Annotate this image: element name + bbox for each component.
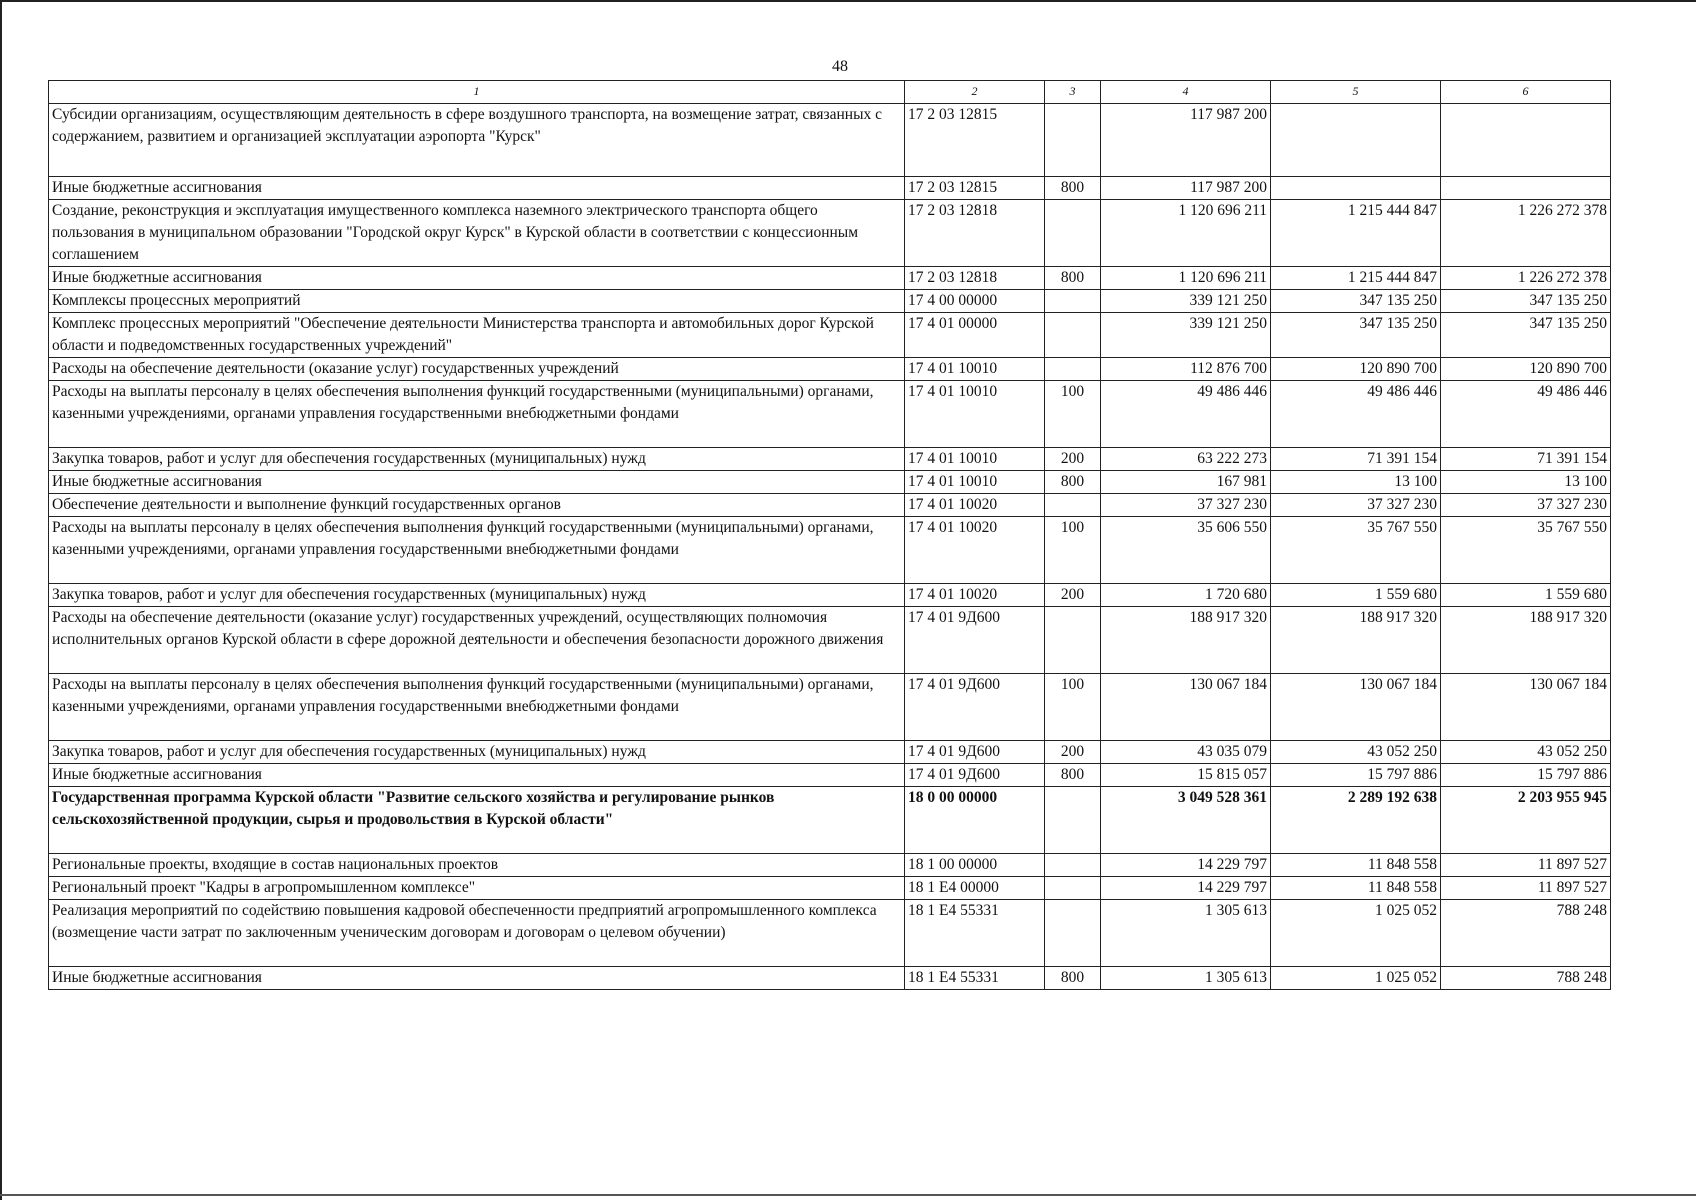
- row-value-col4: 1 305 613: [1101, 900, 1271, 967]
- row-expense-type: [1045, 358, 1101, 381]
- row-value-col5: 37 327 230: [1271, 494, 1441, 517]
- row-description: Закупка товаров, работ и услуг для обеспечения государственных (муниципальных) нужд: [49, 741, 905, 764]
- row-value-col6: 43 052 250: [1441, 741, 1611, 764]
- row-value-col6: 130 067 184: [1441, 674, 1611, 741]
- row-value-col5: 120 890 700: [1271, 358, 1441, 381]
- row-description: Реализация мероприятий по содействию повышения кадровой обеспеченности предприятий агропромышленного комплекса (возмещение части затрат по заключенным ученическим договорам и договорам о целевом обучении): [49, 900, 905, 967]
- row-code: 17 4 00 00000: [905, 290, 1045, 313]
- row-value-col4: 117 987 200: [1101, 177, 1271, 200]
- column-header-1: 1: [49, 81, 905, 104]
- row-value-col6: 788 248: [1441, 967, 1611, 990]
- row-value-col4: 3 049 528 361: [1101, 787, 1271, 854]
- row-description: Создание, реконструкция и эксплуатация имущественного комплекса наземного электрического транспорта общего пользования в муниципальном образовании "Городской округ Курск" в Курской области в соответствии с концессионным соглашением: [49, 200, 905, 267]
- row-code: 17 2 03 12818: [905, 267, 1045, 290]
- row-value-col4: 49 486 446: [1101, 381, 1271, 448]
- row-expense-type: [1045, 854, 1101, 877]
- row-expense-type: 200: [1045, 741, 1101, 764]
- row-code: 17 4 01 10010: [905, 381, 1045, 448]
- row-description: Иные бюджетные ассигнования: [49, 764, 905, 787]
- row-expense-type: [1045, 290, 1101, 313]
- row-description: Региональные проекты, входящие в состав национальных проектов: [49, 854, 905, 877]
- row-description: Комплексы процессных мероприятий: [49, 290, 905, 313]
- row-value-col5: [1271, 177, 1441, 200]
- row-description: Расходы на обеспечение деятельности (оказание услуг) государственных учреждений: [49, 358, 905, 381]
- row-description: Расходы на обеспечение деятельности (оказание услуг) государственных учреждений, осуществляющих полномочия исполнительных органов Курской области в сфере дорожной деятельности и обеспечения безопасности дорожного движения: [49, 607, 905, 674]
- header-row: [49, 81, 1611, 104]
- table-row: [49, 900, 1611, 967]
- table-row: [49, 471, 1611, 494]
- row-value-col6: 1 559 680: [1441, 584, 1611, 607]
- row-value-col5: 71 391 154: [1271, 448, 1441, 471]
- table-row: [49, 200, 1611, 267]
- row-value-col4: 167 981: [1101, 471, 1271, 494]
- row-value-col6: 49 486 446: [1441, 381, 1611, 448]
- table-row: [49, 674, 1611, 741]
- row-value-col4: 15 815 057: [1101, 764, 1271, 787]
- row-value-col5: 2 289 192 638: [1271, 787, 1441, 854]
- row-code: 17 4 01 00000: [905, 313, 1045, 358]
- row-expense-type: 100: [1045, 381, 1101, 448]
- row-code: 17 2 03 12815: [905, 177, 1045, 200]
- row-expense-type: [1045, 787, 1101, 854]
- row-expense-type: [1045, 877, 1101, 900]
- row-description: Расходы на выплаты персоналу в целях обеспечения выполнения функций государственными (муниципальными) органами, казенными учреждениями, органами управления государственными внебюджетными фондами: [49, 381, 905, 448]
- row-value-col5: 43 052 250: [1271, 741, 1441, 764]
- row-value-col4: 112 876 700: [1101, 358, 1271, 381]
- row-description: Иные бюджетные ассигнования: [49, 267, 905, 290]
- column-header-3: 3: [1045, 81, 1101, 104]
- row-description: Закупка товаров, работ и услуг для обеспечения государственных (муниципальных) нужд: [49, 448, 905, 471]
- row-code: 17 4 01 10010: [905, 471, 1045, 494]
- row-value-col6: 11 897 527: [1441, 854, 1611, 877]
- row-value-col4: 117 987 200: [1101, 104, 1271, 177]
- row-description: Расходы на выплаты персоналу в целях обеспечения выполнения функций государственными (муниципальными) органами, казенными учреждениями, органами управления государственными внебюджетными фондами: [49, 674, 905, 741]
- table-row: [49, 967, 1611, 990]
- row-description: Иные бюджетные ассигнования: [49, 471, 905, 494]
- row-value-col6: 1 226 272 378: [1441, 267, 1611, 290]
- row-description: Региональный проект "Кадры в агропромышленном комплексе": [49, 877, 905, 900]
- table-row: [49, 104, 1611, 177]
- row-value-col5: 1 215 444 847: [1271, 200, 1441, 267]
- row-expense-type: [1045, 494, 1101, 517]
- row-value-col5: 347 135 250: [1271, 313, 1441, 358]
- row-value-col5: 11 848 558: [1271, 854, 1441, 877]
- row-value-col4: 14 229 797: [1101, 854, 1271, 877]
- row-value-col5: 1 025 052: [1271, 967, 1441, 990]
- row-value-col5: 49 486 446: [1271, 381, 1441, 448]
- row-code: 17 4 01 9Д600: [905, 674, 1045, 741]
- row-expense-type: [1045, 607, 1101, 674]
- budget-table: [48, 80, 1611, 990]
- row-description: Обеспечение деятельности и выполнение функций государственных органов: [49, 494, 905, 517]
- row-value-col5: 35 767 550: [1271, 517, 1441, 584]
- row-value-col5: 188 917 320: [1271, 607, 1441, 674]
- table-row: [49, 787, 1611, 854]
- row-value-col6: 37 327 230: [1441, 494, 1611, 517]
- page-border-left: [0, 0, 2, 1200]
- column-header-4: 4: [1101, 81, 1271, 104]
- table-row: [49, 607, 1611, 674]
- row-value-col4: 37 327 230: [1101, 494, 1271, 517]
- row-expense-type: [1045, 104, 1101, 177]
- row-code: 17 4 01 10020: [905, 494, 1045, 517]
- table-row: [49, 381, 1611, 448]
- row-code: 18 1 Е4 00000: [905, 877, 1045, 900]
- row-description: Комплекс процессных мероприятий "Обеспечение деятельности Министерства транспорта и автомобильных дорог Курской области и подведомственных государственных учреждений": [49, 313, 905, 358]
- row-expense-type: 800: [1045, 471, 1101, 494]
- table-row: [49, 313, 1611, 358]
- row-description: Иные бюджетные ассигнования: [49, 967, 905, 990]
- row-value-col4: 1 720 680: [1101, 584, 1271, 607]
- row-expense-type: 200: [1045, 448, 1101, 471]
- row-value-col5: 11 848 558: [1271, 877, 1441, 900]
- row-value-col4: 339 121 250: [1101, 313, 1271, 358]
- column-header-6: 6: [1441, 81, 1611, 104]
- page-border-top: [0, 0, 1696, 2]
- table-row: [49, 764, 1611, 787]
- table-row: [49, 290, 1611, 313]
- row-value-col6: 15 797 886: [1441, 764, 1611, 787]
- row-expense-type: 800: [1045, 764, 1101, 787]
- row-expense-type: 800: [1045, 967, 1101, 990]
- row-code: 17 4 01 10020: [905, 517, 1045, 584]
- row-description: Закупка товаров, работ и услуг для обеспечения государственных (муниципальных) нужд: [49, 584, 905, 607]
- row-description: Иные бюджетные ассигнования: [49, 177, 905, 200]
- row-value-col6: 347 135 250: [1441, 313, 1611, 358]
- row-value-col4: 14 229 797: [1101, 877, 1271, 900]
- row-description: Субсидии организациям, осуществляющим деятельность в сфере воздушного транспорта, на возмещение затрат, связанных с содержанием, развитием и организацией эксплуатации аэропорта "Курск": [49, 104, 905, 177]
- row-value-col6: 11 897 527: [1441, 877, 1611, 900]
- table-row: [49, 854, 1611, 877]
- table-row: [49, 741, 1611, 764]
- row-value-col4: 1 120 696 211: [1101, 200, 1271, 267]
- row-value-col4: 130 067 184: [1101, 674, 1271, 741]
- table-row: [49, 877, 1611, 900]
- row-value-col5: 1 215 444 847: [1271, 267, 1441, 290]
- row-code: 18 1 Е4 55331: [905, 900, 1045, 967]
- table-row: [49, 584, 1611, 607]
- row-code: 17 2 03 12818: [905, 200, 1045, 267]
- row-value-col6: 188 917 320: [1441, 607, 1611, 674]
- row-value-col5: 13 100: [1271, 471, 1441, 494]
- row-code: 17 4 01 9Д600: [905, 607, 1045, 674]
- row-value-col6: 13 100: [1441, 471, 1611, 494]
- row-value-col6: 788 248: [1441, 900, 1611, 967]
- row-description: Расходы на выплаты персоналу в целях обеспечения выполнения функций государственными (муниципальными) органами, казенными учреждениями, органами управления государственными внебюджетными фондами: [49, 517, 905, 584]
- row-value-col4: 1 120 696 211: [1101, 267, 1271, 290]
- row-code: 17 4 01 9Д600: [905, 764, 1045, 787]
- row-code: 17 4 01 9Д600: [905, 741, 1045, 764]
- table-row: [49, 358, 1611, 381]
- row-value-col6: 35 767 550: [1441, 517, 1611, 584]
- row-expense-type: [1045, 200, 1101, 267]
- table-row: [49, 267, 1611, 290]
- row-expense-type: [1045, 313, 1101, 358]
- row-expense-type: 200: [1045, 584, 1101, 607]
- row-expense-type: 100: [1045, 674, 1101, 741]
- row-value-col5: [1271, 104, 1441, 177]
- table-row: [49, 517, 1611, 584]
- row-code: 17 4 01 10020: [905, 584, 1045, 607]
- row-value-col4: 63 222 273: [1101, 448, 1271, 471]
- table-row: [49, 494, 1611, 517]
- row-description: Государственная программа Курской области "Развитие сельского хозяйства и регулирование рынков сельскохозяйственной продукции, сырья и продовольствия в Курской области": [49, 787, 905, 854]
- table-row: [49, 177, 1611, 200]
- row-value-col6: 2 203 955 945: [1441, 787, 1611, 854]
- column-header-5: 5: [1271, 81, 1441, 104]
- row-value-col4: 35 606 550: [1101, 517, 1271, 584]
- row-value-col6: 71 391 154: [1441, 448, 1611, 471]
- row-value-col4: 1 305 613: [1101, 967, 1271, 990]
- row-value-col5: 347 135 250: [1271, 290, 1441, 313]
- row-code: 18 1 00 00000: [905, 854, 1045, 877]
- row-value-col5: 15 797 886: [1271, 764, 1441, 787]
- row-code: 17 2 03 12815: [905, 104, 1045, 177]
- row-value-col6: [1441, 177, 1611, 200]
- row-value-col5: 1 559 680: [1271, 584, 1441, 607]
- column-header-2: 2: [905, 81, 1045, 104]
- row-value-col4: 43 035 079: [1101, 741, 1271, 764]
- row-value-col5: 130 067 184: [1271, 674, 1441, 741]
- row-value-col4: 339 121 250: [1101, 290, 1271, 313]
- row-value-col4: 188 917 320: [1101, 607, 1271, 674]
- page-number: 48: [832, 58, 848, 75]
- row-value-col6: 347 135 250: [1441, 290, 1611, 313]
- row-value-col5: 1 025 052: [1271, 900, 1441, 967]
- row-expense-type: [1045, 900, 1101, 967]
- row-expense-type: 100: [1045, 517, 1101, 584]
- row-code: 17 4 01 10010: [905, 358, 1045, 381]
- table-row: [49, 448, 1611, 471]
- row-value-col6: [1441, 104, 1611, 177]
- row-code: 18 1 Е4 55331: [905, 967, 1045, 990]
- row-expense-type: 800: [1045, 177, 1101, 200]
- page-border-bottom: [0, 1194, 1696, 1196]
- row-code: 18 0 00 00000: [905, 787, 1045, 854]
- row-code: 17 4 01 10010: [905, 448, 1045, 471]
- row-expense-type: 800: [1045, 267, 1101, 290]
- row-value-col6: 120 890 700: [1441, 358, 1611, 381]
- row-value-col6: 1 226 272 378: [1441, 200, 1611, 267]
